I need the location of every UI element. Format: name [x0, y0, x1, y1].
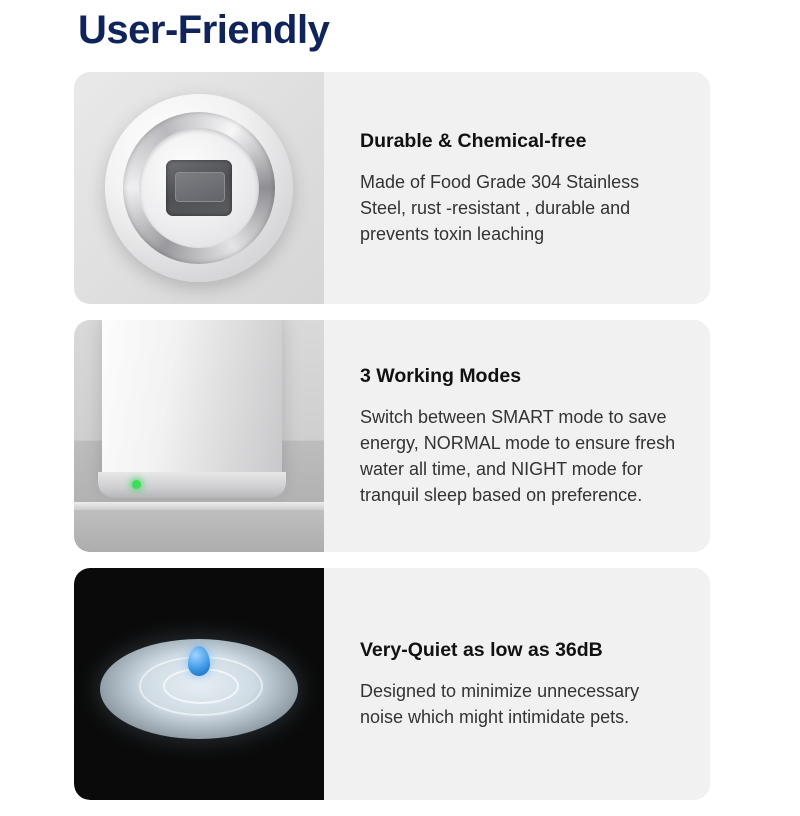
- water-drop-dark-photo: [74, 568, 324, 800]
- feature-card-text: Made of Food Grade 304 Stainless Steel, rust -resistant , durable and prevents toxin leaching: [360, 172, 640, 245]
- page-title: User-Friendly: [78, 8, 330, 52]
- feature-card: [74, 72, 710, 304]
- fountain-body-shape: [102, 320, 282, 482]
- feature-card-text: Designed to minimize unnecessary noise which might intimidate pets.: [360, 681, 640, 728]
- feature-card-heading: Durable & Chemical-free: [360, 129, 587, 152]
- stainless-steel-lid-photo: [74, 72, 324, 304]
- feature-card-body: [324, 72, 710, 304]
- table-edge: [74, 502, 324, 510]
- table-front: [74, 510, 324, 552]
- feature-card-body: [324, 320, 710, 552]
- feature-card-heading: Very-Quiet as low as 36dB: [360, 638, 603, 661]
- fountain-body-led-photo: [74, 320, 324, 552]
- water-drop-icon: [188, 646, 210, 676]
- feature-card: [74, 320, 710, 552]
- lid-window: [166, 160, 232, 216]
- feature-card-text: Switch between SMART mode to save energy, NORMAL mode to ensure fresh water all time, and NIGHT mode for tranquil sleep based on preference.: [360, 407, 676, 506]
- status-led-indicator: [132, 480, 141, 489]
- feature-card-list: [74, 72, 710, 816]
- feature-card: [74, 568, 710, 800]
- fountain-base-shape: [98, 472, 286, 498]
- feature-card-heading: 3 Working Modes: [360, 364, 522, 387]
- feature-card-body: [324, 568, 710, 800]
